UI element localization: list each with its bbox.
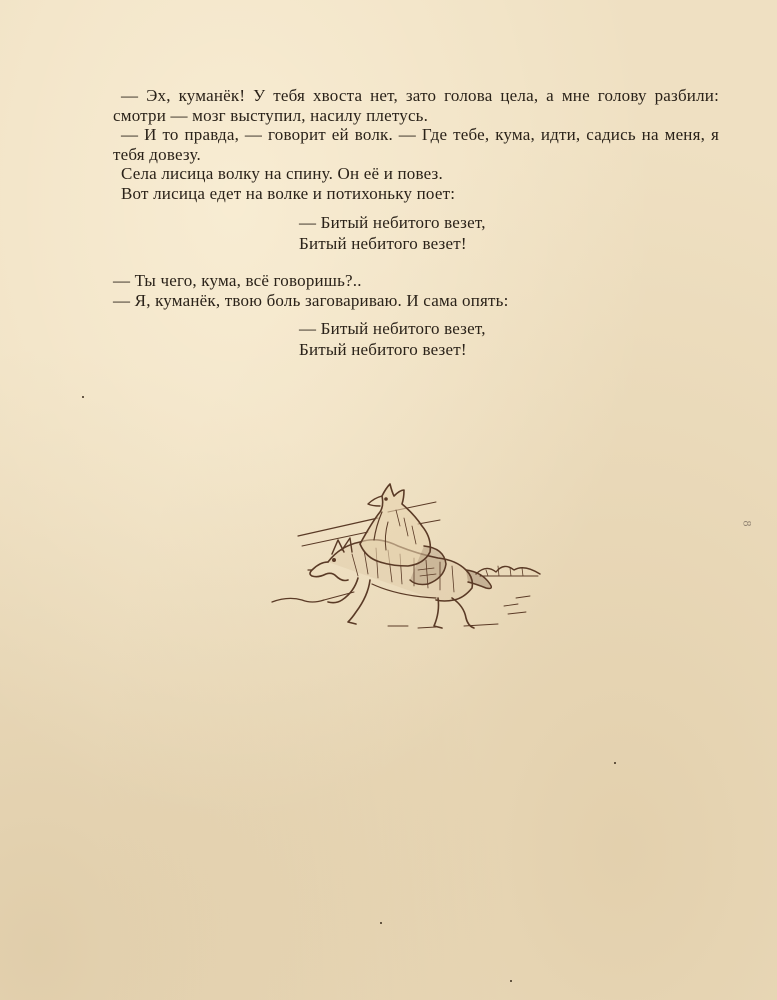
paper-speck: [614, 762, 616, 764]
verse-first-line-1: — Битый небитого везет,: [299, 213, 486, 232]
verse-first: [299, 212, 719, 254]
paper-speck: [510, 980, 512, 982]
paragraph-fox-complaint: — Эх, куманёк! У тебя хвоста нет, зато голова цела, а мне голову разбили: смотри — мозг выступил, насилу плетусь.: [113, 86, 719, 125]
paragraph-fox-sings: Вот лисица едет на волке и потихоньку поет:: [121, 183, 456, 203]
paragraph-fox-mounts: Села лисица волку на спину. Он её и повез.: [121, 164, 443, 183]
dialogue-wolf-question: — Ты чего, кума, всё говоришь?..: [113, 271, 362, 290]
verse-second-line-1: — Битый небитого везет,: [299, 319, 486, 338]
story-text: [113, 86, 719, 360]
page-number: 8: [740, 520, 755, 527]
verse-second-line-2: Битый небитого везет!: [299, 340, 467, 359]
fox-riding-wolf-illustration: [268, 466, 546, 638]
paper-speck: [380, 922, 382, 924]
verse-second: [299, 318, 719, 360]
dialogue-fox-answer: — Я, куманёк, твою боль заговариваю. И сама опять:: [113, 290, 509, 310]
verse-first-line-2: Битый небитого везет!: [299, 234, 467, 253]
paper-speck: [82, 396, 84, 398]
paragraph-wolf-reply: — И то правда, — говорит ей волк. — Где тебе, кума, идти, садись на меня, я тебя довезу.: [113, 125, 719, 164]
